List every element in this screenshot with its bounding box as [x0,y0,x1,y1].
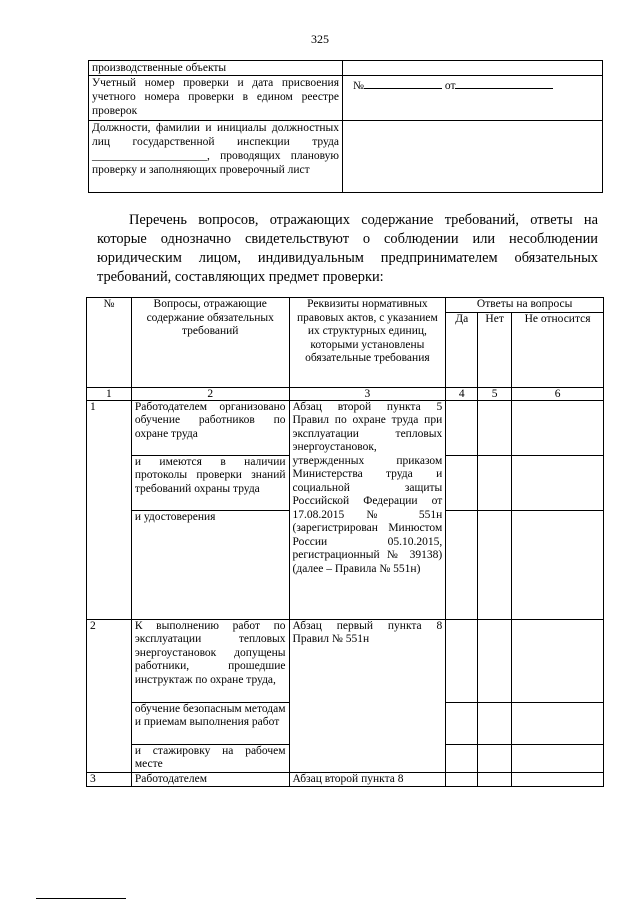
answer-yes-cell[interactable] [446,772,478,787]
answer-no-cell[interactable] [478,744,512,772]
column-number: 3 [289,387,446,400]
header-yes: Да [446,312,478,387]
answer-yes-cell[interactable] [446,702,478,744]
answer-na-cell[interactable] [512,702,604,744]
question-text: К выполнению работ по эксплуатации тепловых энергоустановок допущены работники, прошедшие инструктаж по охране труда, [131,619,289,702]
question-text: Работодателем организовано обучение работников по охране труда [131,400,289,455]
column-number: 5 [478,387,512,400]
answer-no-cell[interactable] [478,619,512,702]
answer-yes-cell[interactable] [446,510,478,619]
question-text: обучение безопасным методам и приемам выполнения работ [131,702,289,744]
answer-na-cell[interactable] [512,772,604,787]
number-sign: № [353,80,364,92]
inspection-info-table [88,60,603,193]
answer-yes-cell[interactable] [446,744,478,772]
table-row [87,772,604,787]
header-no: Нет [478,312,512,387]
column-number-row [87,387,604,400]
table-row [89,61,603,76]
info-label: Учетный номер проверки и дата присвоения учетного номера проверки в едином реестре проверок [89,76,343,121]
table-row [89,76,603,121]
info-label: Должности, фамилии и инициалы должностных лиц государственной инспекции труда ____________________, проводящих плановую проверку и заполняющих проверочный лист [89,121,343,193]
table-row [87,619,604,702]
header-questions: Вопросы, отражающие содержание обязательных требований [131,298,289,388]
answer-yes-cell[interactable] [446,400,478,455]
row-number: 1 [87,400,132,619]
requisite-text: Абзац второй пункта 8 [289,772,446,787]
column-number: 6 [512,387,604,400]
header-not-applicable: Не относится [512,312,604,387]
answer-no-cell[interactable] [478,455,512,510]
question-text: и стажировку на рабочем месте [131,744,289,772]
table-header-row [87,298,604,313]
requisite-text: Абзац второй пункта 5 Правил по охране труда при эксплуатации тепловых энергоустановок, утвержденных приказом Министерства труда и социальной защиты Российской Федерации от 17.08.2015 № 551н (зарегистрирован Минюстом России 05.10.2015, регистрационный № 39138) (далее – Правила № 551н) [289,400,446,619]
answer-yes-cell[interactable] [446,619,478,702]
info-value [343,121,603,193]
answer-no-cell[interactable] [478,702,512,744]
registration-number-field [343,76,603,121]
answer-no-cell[interactable] [478,510,512,619]
date-prefix: от [444,80,456,92]
column-number: 2 [131,387,289,400]
page-number: 325 [311,32,329,46]
info-value [343,61,603,76]
info-label: производственные объекты [89,61,343,76]
answer-na-cell[interactable] [512,455,604,510]
header-num: № [87,298,132,388]
table-row [89,121,603,193]
row-number: 3 [87,772,132,787]
answer-na-cell[interactable] [512,510,604,619]
answer-no-cell[interactable] [478,400,512,455]
column-number: 4 [446,387,478,400]
footnote-divider [36,898,126,899]
question-text: и удостоверения [131,510,289,619]
answer-yes-cell[interactable] [446,455,478,510]
column-number: 1 [87,387,132,400]
answer-na-cell[interactable] [512,744,604,772]
answer-na-cell[interactable] [512,619,604,702]
answer-na-cell[interactable] [512,400,604,455]
question-text: и имеются в наличии протоколы проверки знаний требований охраны труда [131,455,289,510]
checklist-intro: Перечень вопросов, отражающих содержание требований, ответы на которые однозначно свидетельствуют о соблюдении или несоблюдении юридическим лицом, индивидуальным предпринимателем обязательных требований, составляющих предмет проверки: [97,212,598,285]
question-text: Работодателем [131,772,289,787]
header-answers: Ответы на вопросы [446,298,604,313]
header-requisites: Реквизиты нормативных правовых актов, с указанием их структурных единиц, которыми установлены обязательные требования [289,298,446,388]
checklist-table [86,297,604,787]
row-number: 2 [87,619,132,772]
table-row [87,400,604,455]
requisite-text: Абзац первый пункта 8 Правил № 551н [289,619,446,772]
answer-no-cell[interactable] [478,772,512,787]
